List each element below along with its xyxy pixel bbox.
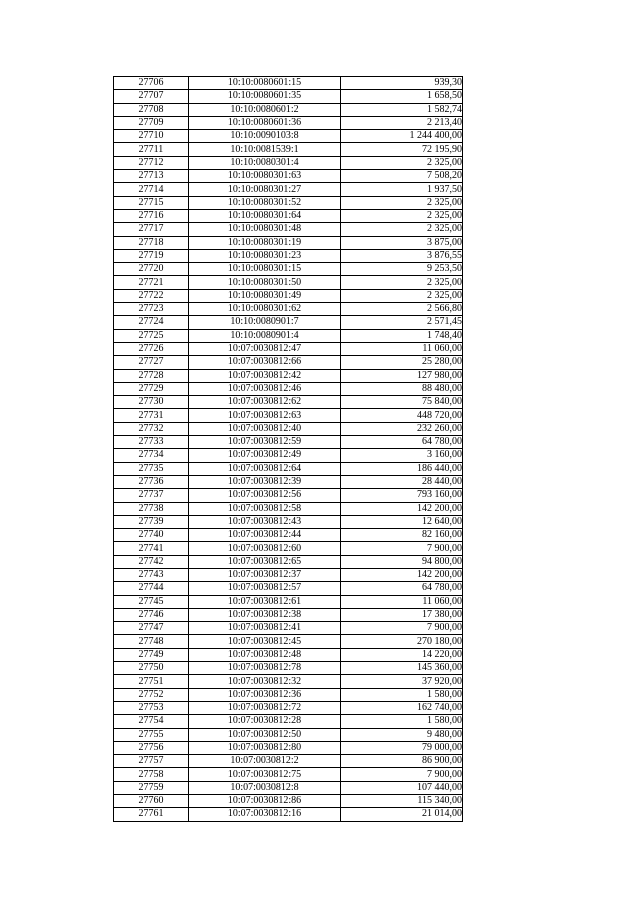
amount-cell: 939,30 xyxy=(341,77,463,90)
row-number-cell: 27709 xyxy=(114,116,189,129)
amount-cell: 1 580,00 xyxy=(341,715,463,728)
amount-cell: 7 900,00 xyxy=(341,622,463,635)
row-number-cell: 27707 xyxy=(114,90,189,103)
table-row xyxy=(114,475,463,488)
row-number-cell: 27757 xyxy=(114,755,189,768)
row-number-cell: 27758 xyxy=(114,768,189,781)
amount-cell: 7 900,00 xyxy=(341,768,463,781)
row-number-cell: 27759 xyxy=(114,781,189,794)
amount-cell: 79 000,00 xyxy=(341,741,463,754)
cadastral-number-cell: 10:07:0030812:40 xyxy=(189,422,341,435)
table-row xyxy=(114,396,463,409)
cadastral-number-cell: 10:07:0030812:58 xyxy=(189,502,341,515)
table-row xyxy=(114,249,463,262)
cadastral-number-cell: 10:07:0030812:57 xyxy=(189,582,341,595)
table-row xyxy=(114,316,463,329)
amount-cell: 14 220,00 xyxy=(341,648,463,661)
cadastral-number-cell: 10:07:0030812:72 xyxy=(189,701,341,714)
amount-cell: 162 740,00 xyxy=(341,701,463,714)
row-number-cell: 27744 xyxy=(114,582,189,595)
cadastral-number-cell: 10:10:0080601:36 xyxy=(189,116,341,129)
row-number-cell: 27745 xyxy=(114,595,189,608)
amount-cell: 88 480,00 xyxy=(341,382,463,395)
row-number-cell: 27722 xyxy=(114,289,189,302)
cadastral-number-cell: 10:10:0080301:23 xyxy=(189,249,341,262)
cadastral-number-cell: 10:10:0080301:48 xyxy=(189,223,341,236)
amount-cell: 2 571,45 xyxy=(341,316,463,329)
row-number-cell: 27725 xyxy=(114,329,189,342)
amount-cell: 12 640,00 xyxy=(341,515,463,528)
table-row xyxy=(114,342,463,355)
table-row xyxy=(114,768,463,781)
row-number-cell: 27723 xyxy=(114,303,189,316)
row-number-cell: 27714 xyxy=(114,183,189,196)
cadastral-number-cell: 10:10:0081539:1 xyxy=(189,143,341,156)
table-body xyxy=(114,77,463,822)
cadastral-number-cell: 10:07:0030812:50 xyxy=(189,728,341,741)
cadastral-number-cell: 10:07:0030812:16 xyxy=(189,808,341,821)
row-number-cell: 27743 xyxy=(114,568,189,581)
cadastral-number-cell: 10:10:0080901:7 xyxy=(189,316,341,329)
row-number-cell: 27761 xyxy=(114,808,189,821)
table-row xyxy=(114,555,463,568)
cadastral-number-cell: 10:10:0080301:49 xyxy=(189,289,341,302)
row-number-cell: 27753 xyxy=(114,701,189,714)
table-row xyxy=(114,728,463,741)
table-row xyxy=(114,622,463,635)
cadastral-number-cell: 10:07:0030812:48 xyxy=(189,648,341,661)
cadastral-number-cell: 10:07:0030812:78 xyxy=(189,662,341,675)
amount-cell: 793 160,00 xyxy=(341,489,463,502)
amount-cell: 2 325,00 xyxy=(341,196,463,209)
cadastral-number-cell: 10:07:0030812:65 xyxy=(189,555,341,568)
amount-cell: 2 325,00 xyxy=(341,209,463,222)
row-number-cell: 27717 xyxy=(114,223,189,236)
cadastral-number-cell: 10:10:0080601:15 xyxy=(189,77,341,90)
amount-cell: 270 180,00 xyxy=(341,635,463,648)
cadastral-number-cell: 10:10:0080301:19 xyxy=(189,236,341,249)
row-number-cell: 27715 xyxy=(114,196,189,209)
amount-cell: 2 325,00 xyxy=(341,156,463,169)
table-row xyxy=(114,582,463,595)
table-row xyxy=(114,209,463,222)
cadastral-number-cell: 10:10:0080301:4 xyxy=(189,156,341,169)
table-row xyxy=(114,529,463,542)
cadastral-number-cell: 10:07:0030812:49 xyxy=(189,449,341,462)
amount-cell: 9 480,00 xyxy=(341,728,463,741)
table-row xyxy=(114,701,463,714)
amount-cell: 2 325,00 xyxy=(341,289,463,302)
row-number-cell: 27729 xyxy=(114,382,189,395)
table-row xyxy=(114,688,463,701)
cadastral-number-cell: 10:07:0030812:61 xyxy=(189,595,341,608)
cadastral-number-cell: 10:10:0080901:4 xyxy=(189,329,341,342)
table-row xyxy=(114,236,463,249)
amount-cell: 3 876,55 xyxy=(341,249,463,262)
cadastral-number-cell: 10:10:0080301:63 xyxy=(189,170,341,183)
row-number-cell: 27748 xyxy=(114,635,189,648)
row-number-cell: 27719 xyxy=(114,249,189,262)
cadastral-number-cell: 10:07:0030812:47 xyxy=(189,342,341,355)
cadastral-number-cell: 10:10:0080301:15 xyxy=(189,263,341,276)
row-number-cell: 27741 xyxy=(114,542,189,555)
amount-cell: 2 213,40 xyxy=(341,116,463,129)
amount-cell: 448 720,00 xyxy=(341,409,463,422)
table-row xyxy=(114,662,463,675)
table-row xyxy=(114,289,463,302)
table-row xyxy=(114,382,463,395)
cadastral-number-cell: 10:07:0030812:59 xyxy=(189,436,341,449)
row-number-cell: 27712 xyxy=(114,156,189,169)
table-row xyxy=(114,422,463,435)
table-row xyxy=(114,183,463,196)
cadastral-number-cell: 10:07:0030812:39 xyxy=(189,475,341,488)
amount-cell: 1 658,50 xyxy=(341,90,463,103)
amount-cell: 86 900,00 xyxy=(341,755,463,768)
cadastral-number-cell: 10:10:0080301:27 xyxy=(189,183,341,196)
amount-cell: 3 160,00 xyxy=(341,449,463,462)
amount-cell: 17 380,00 xyxy=(341,608,463,621)
table-row xyxy=(114,781,463,794)
table-row xyxy=(114,449,463,462)
amount-cell: 1 937,50 xyxy=(341,183,463,196)
table-row xyxy=(114,143,463,156)
table-row xyxy=(114,276,463,289)
row-number-cell: 27749 xyxy=(114,648,189,661)
table-row xyxy=(114,369,463,382)
amount-cell: 11 060,00 xyxy=(341,342,463,355)
table-row xyxy=(114,515,463,528)
table-row xyxy=(114,608,463,621)
table-row xyxy=(114,595,463,608)
table-row xyxy=(114,675,463,688)
cadastral-number-cell: 10:10:0080301:50 xyxy=(189,276,341,289)
table-row xyxy=(114,130,463,143)
cadastral-number-cell: 10:07:0030812:32 xyxy=(189,675,341,688)
row-number-cell: 27716 xyxy=(114,209,189,222)
row-number-cell: 27752 xyxy=(114,688,189,701)
row-number-cell: 27732 xyxy=(114,422,189,435)
table-row xyxy=(114,156,463,169)
amount-cell: 28 440,00 xyxy=(341,475,463,488)
row-number-cell: 27737 xyxy=(114,489,189,502)
cadastral-number-cell: 10:07:0030812:62 xyxy=(189,396,341,409)
row-number-cell: 27756 xyxy=(114,741,189,754)
amount-cell: 21 014,00 xyxy=(341,808,463,821)
amount-cell: 142 200,00 xyxy=(341,568,463,581)
table-row xyxy=(114,90,463,103)
row-number-cell: 27708 xyxy=(114,103,189,116)
amount-cell: 9 253,50 xyxy=(341,263,463,276)
amount-cell: 127 980,00 xyxy=(341,369,463,382)
row-number-cell: 27711 xyxy=(114,143,189,156)
cadastral-number-cell: 10:10:0080301:52 xyxy=(189,196,341,209)
amount-cell: 107 440,00 xyxy=(341,781,463,794)
table-row xyxy=(114,303,463,316)
amount-cell: 11 060,00 xyxy=(341,595,463,608)
row-number-cell: 27760 xyxy=(114,795,189,808)
row-number-cell: 27747 xyxy=(114,622,189,635)
cadastral-number-cell: 10:07:0030812:28 xyxy=(189,715,341,728)
row-number-cell: 27731 xyxy=(114,409,189,422)
row-number-cell: 27721 xyxy=(114,276,189,289)
cadastral-number-cell: 10:07:0030812:44 xyxy=(189,529,341,542)
cadastral-number-cell: 10:07:0030812:38 xyxy=(189,608,341,621)
cadastral-number-cell: 10:07:0030812:56 xyxy=(189,489,341,502)
row-number-cell: 27738 xyxy=(114,502,189,515)
cadastral-number-cell: 10:07:0030812:43 xyxy=(189,515,341,528)
cadastral-number-cell: 10:07:0030812:60 xyxy=(189,542,341,555)
row-number-cell: 27742 xyxy=(114,555,189,568)
cadastral-number-cell: 10:07:0030812:66 xyxy=(189,356,341,369)
cadastral-number-cell: 10:10:0080601:2 xyxy=(189,103,341,116)
cadastral-number-cell: 10:07:0030812:64 xyxy=(189,462,341,475)
row-number-cell: 27755 xyxy=(114,728,189,741)
amount-cell: 1 748,40 xyxy=(341,329,463,342)
row-number-cell: 27713 xyxy=(114,170,189,183)
cadastral-number-cell: 10:07:0030812:37 xyxy=(189,568,341,581)
cadastral-number-cell: 10:10:0080301:62 xyxy=(189,303,341,316)
table-row xyxy=(114,755,463,768)
table-row xyxy=(114,741,463,754)
row-number-cell: 27740 xyxy=(114,529,189,542)
row-number-cell: 27730 xyxy=(114,396,189,409)
table-row xyxy=(114,116,463,129)
table-row xyxy=(114,77,463,90)
table-row xyxy=(114,263,463,276)
table-row xyxy=(114,223,463,236)
cadastral-number-cell: 10:07:0030812:80 xyxy=(189,741,341,754)
table-row xyxy=(114,795,463,808)
table-row xyxy=(114,196,463,209)
row-number-cell: 27728 xyxy=(114,369,189,382)
cadastral-number-cell: 10:07:0030812:86 xyxy=(189,795,341,808)
row-number-cell: 27710 xyxy=(114,130,189,143)
table-row xyxy=(114,170,463,183)
table-row xyxy=(114,808,463,821)
amount-cell: 25 280,00 xyxy=(341,356,463,369)
cadastral-number-cell: 10:07:0030812:46 xyxy=(189,382,341,395)
cadastral-number-cell: 10:07:0030812:36 xyxy=(189,688,341,701)
document-page xyxy=(113,76,463,822)
row-number-cell: 27751 xyxy=(114,675,189,688)
amount-cell: 64 780,00 xyxy=(341,436,463,449)
amount-cell: 3 875,00 xyxy=(341,236,463,249)
amount-cell: 115 340,00 xyxy=(341,795,463,808)
cadastral-number-cell: 10:10:0080301:64 xyxy=(189,209,341,222)
row-number-cell: 27734 xyxy=(114,449,189,462)
cadastral-number-cell: 10:10:0090103:8 xyxy=(189,130,341,143)
table-row xyxy=(114,568,463,581)
amount-cell: 7 900,00 xyxy=(341,542,463,555)
cadastral-number-cell: 10:07:0030812:41 xyxy=(189,622,341,635)
amount-cell: 94 800,00 xyxy=(341,555,463,568)
row-number-cell: 27733 xyxy=(114,436,189,449)
row-number-cell: 27724 xyxy=(114,316,189,329)
row-number-cell: 27718 xyxy=(114,236,189,249)
row-number-cell: 27726 xyxy=(114,342,189,355)
amount-cell: 2 325,00 xyxy=(341,276,463,289)
cadastral-number-cell: 10:10:0080601:35 xyxy=(189,90,341,103)
amount-cell: 1 244 400,00 xyxy=(341,130,463,143)
amount-cell: 186 440,00 xyxy=(341,462,463,475)
table-row xyxy=(114,409,463,422)
cadastral-number-cell: 10:07:0030812:45 xyxy=(189,635,341,648)
amount-cell: 142 200,00 xyxy=(341,502,463,515)
data-table xyxy=(113,76,463,822)
table-row xyxy=(114,103,463,116)
cadastral-number-cell: 10:07:0030812:2 xyxy=(189,755,341,768)
cadastral-number-cell: 10:07:0030812:63 xyxy=(189,409,341,422)
table-row xyxy=(114,715,463,728)
cadastral-number-cell: 10:07:0030812:75 xyxy=(189,768,341,781)
cadastral-number-cell: 10:07:0030812:42 xyxy=(189,369,341,382)
amount-cell: 37 920,00 xyxy=(341,675,463,688)
row-number-cell: 27727 xyxy=(114,356,189,369)
amount-cell: 72 195,90 xyxy=(341,143,463,156)
row-number-cell: 27746 xyxy=(114,608,189,621)
row-number-cell: 27735 xyxy=(114,462,189,475)
table-row xyxy=(114,502,463,515)
table-row xyxy=(114,329,463,342)
amount-cell: 75 840,00 xyxy=(341,396,463,409)
table-row xyxy=(114,436,463,449)
table-row xyxy=(114,489,463,502)
table-row xyxy=(114,635,463,648)
amount-cell: 64 780,00 xyxy=(341,582,463,595)
row-number-cell: 27720 xyxy=(114,263,189,276)
table-row xyxy=(114,356,463,369)
amount-cell: 2 325,00 xyxy=(341,223,463,236)
amount-cell: 1 582,74 xyxy=(341,103,463,116)
amount-cell: 145 360,00 xyxy=(341,662,463,675)
row-number-cell: 27739 xyxy=(114,515,189,528)
row-number-cell: 27754 xyxy=(114,715,189,728)
row-number-cell: 27736 xyxy=(114,475,189,488)
table-row xyxy=(114,648,463,661)
amount-cell: 2 566,80 xyxy=(341,303,463,316)
row-number-cell: 27706 xyxy=(114,77,189,90)
cadastral-number-cell: 10:07:0030812:8 xyxy=(189,781,341,794)
row-number-cell: 27750 xyxy=(114,662,189,675)
amount-cell: 1 580,00 xyxy=(341,688,463,701)
amount-cell: 232 260,00 xyxy=(341,422,463,435)
table-row xyxy=(114,462,463,475)
amount-cell: 82 160,00 xyxy=(341,529,463,542)
table-row xyxy=(114,542,463,555)
amount-cell: 7 508,20 xyxy=(341,170,463,183)
